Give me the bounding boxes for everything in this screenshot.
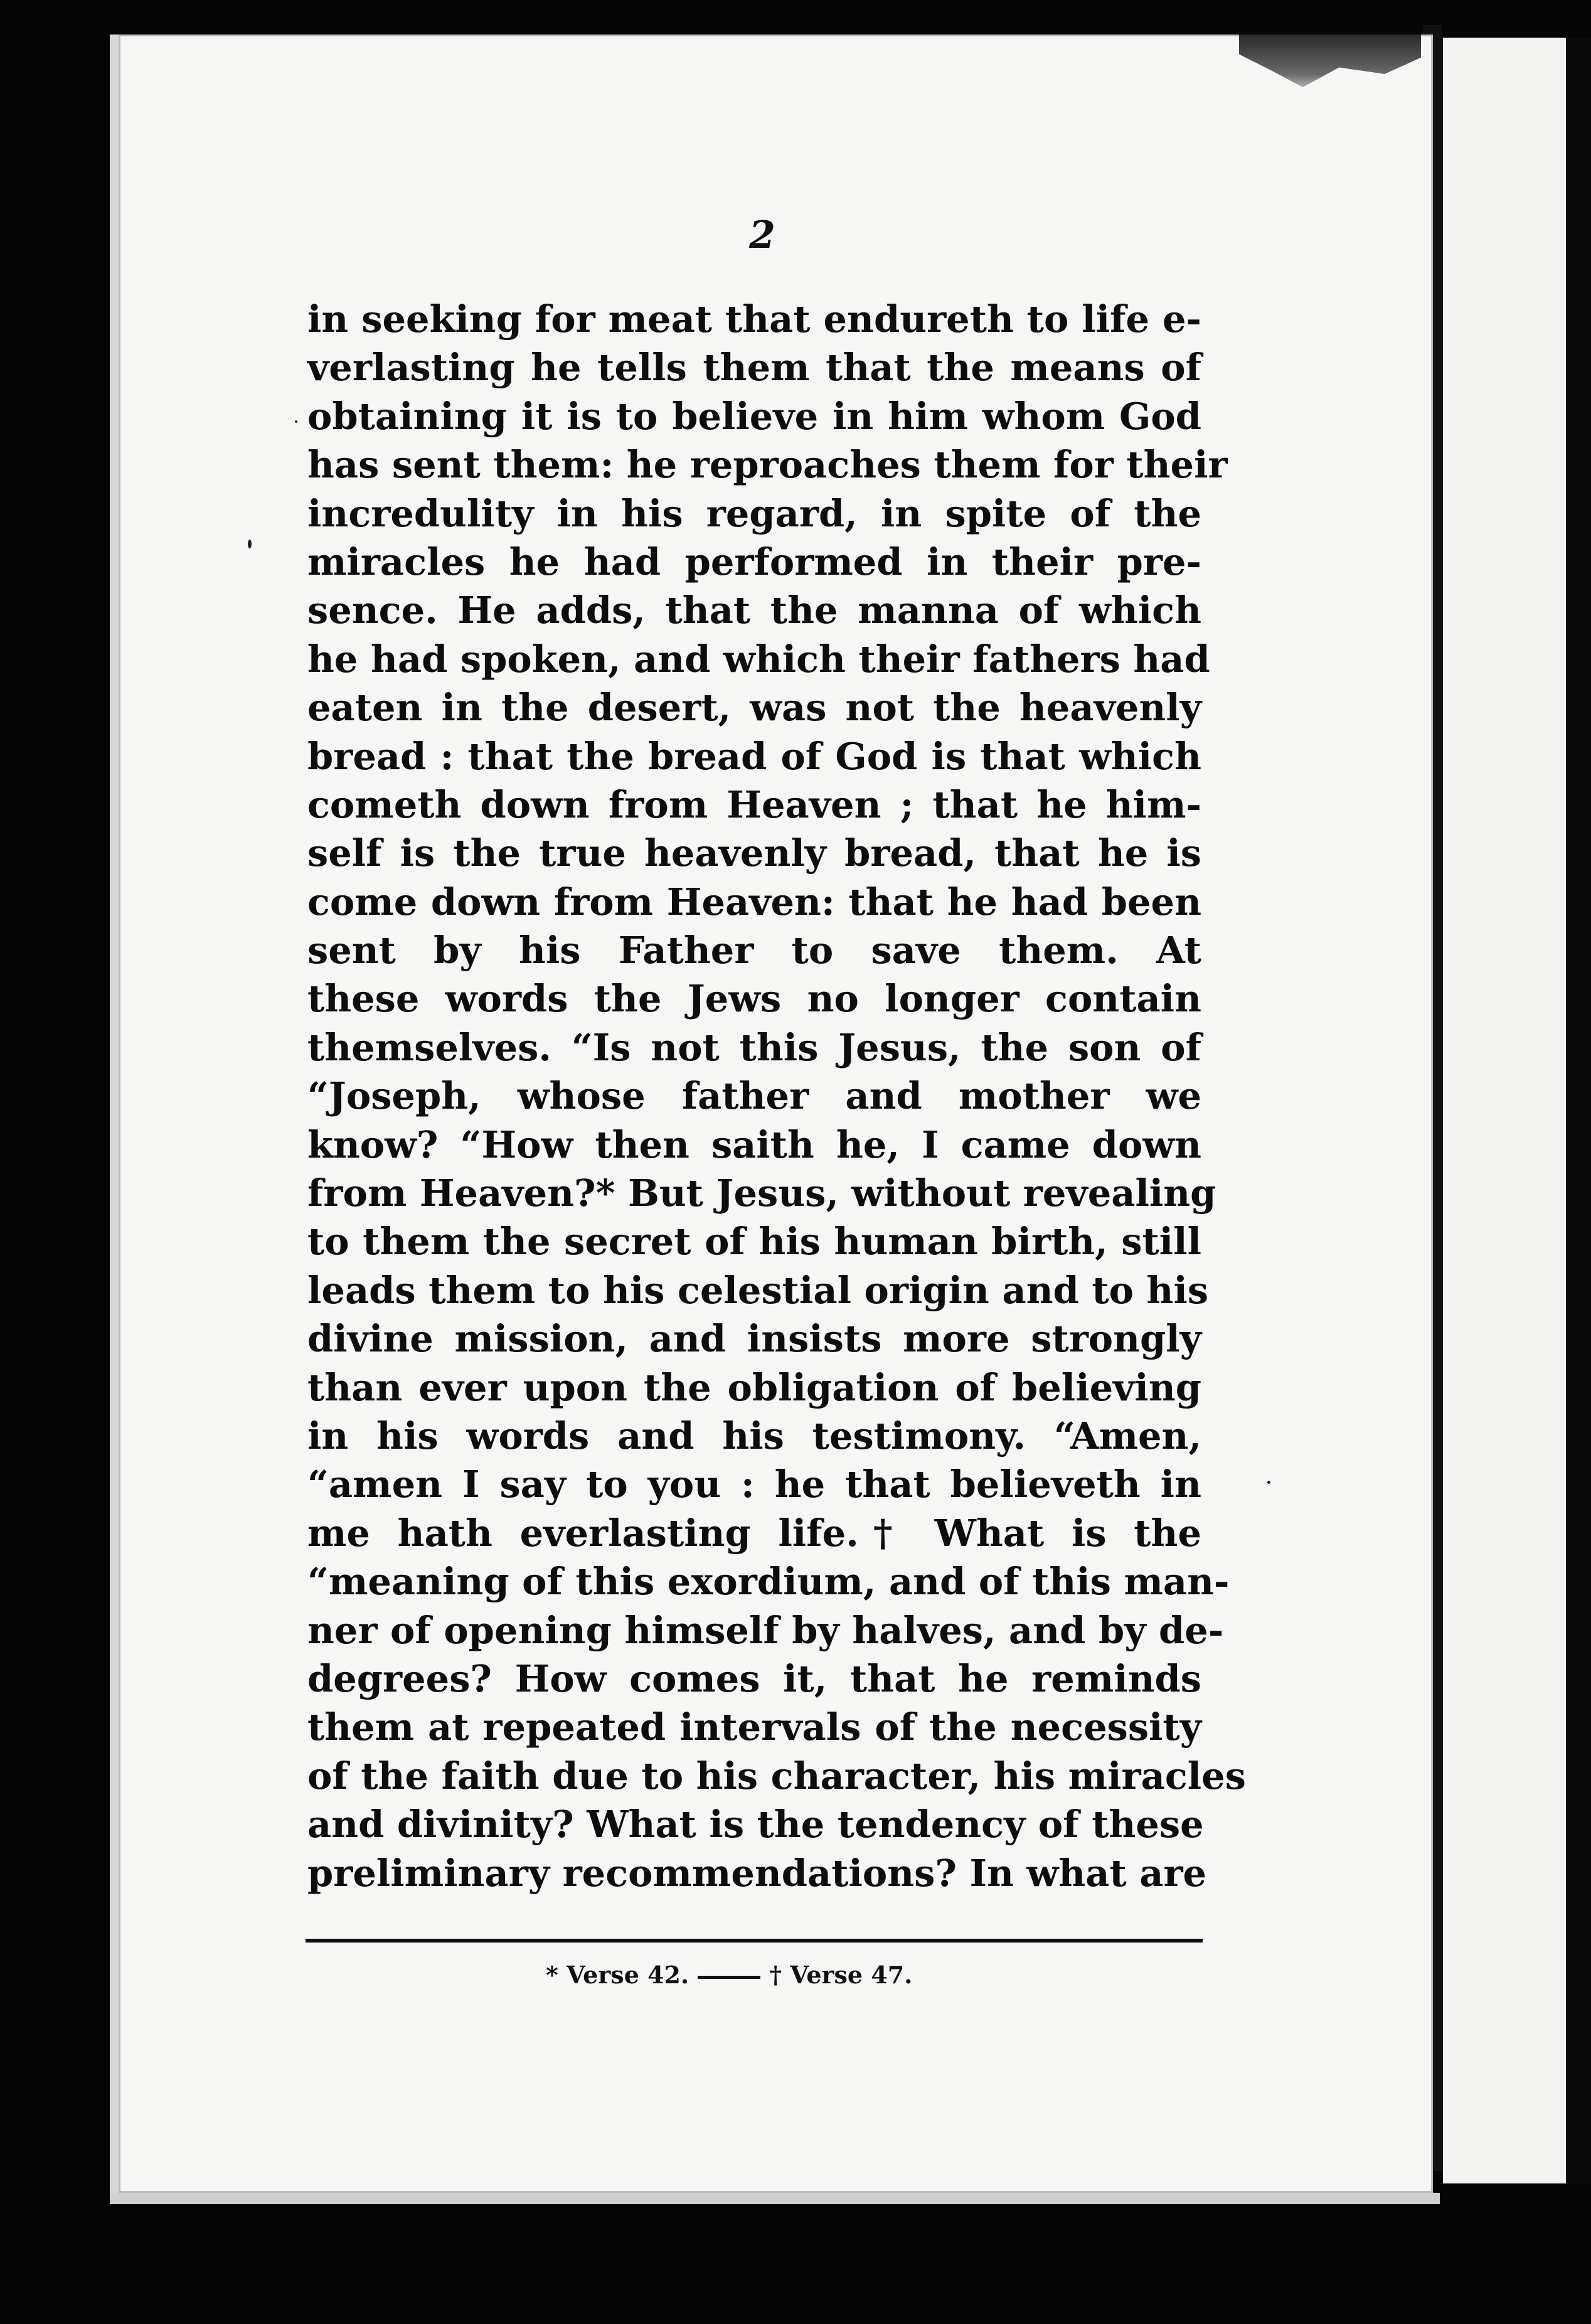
text-line: verlasting he tells them that the means of (307, 346, 1201, 390)
text-line: obtaining it is to believe in him whom God (307, 394, 1201, 438)
text-line: “meaning of this exordium, and of this man- (307, 1560, 1230, 1604)
text-line: ner of opening himself by halves, and by de- (307, 1608, 1224, 1652)
text-line: he had spoken, and which their fathers had (307, 637, 1210, 681)
film-border-right (1566, 38, 1591, 2183)
text-line: in his words and his testimony. “Amen, (307, 1414, 1201, 1458)
text-line: preliminary recommendations? In what are (307, 1851, 1207, 1895)
text-line: them at repeated intervals of the necessity (307, 1705, 1201, 1749)
text-line: themselves. “Is not this Jesus, the son of (307, 1025, 1201, 1069)
text-line: incredulity in his regard, in spite of the (307, 491, 1201, 535)
text-line: and divinity? What is the tendency of these (307, 1803, 1204, 1847)
text-line: miracles he had performed in their pre- (307, 540, 1201, 584)
scan-speck (248, 540, 252, 548)
body-text (307, 295, 1246, 1897)
text-line: come down from Heaven: that he had been (307, 880, 1201, 924)
footnote-verse-42: * Verse 42. (546, 1961, 689, 1989)
text-line: leads them to his celestial origin and to his (307, 1268, 1209, 1312)
text-line: has sent them: he reproaches them for their (307, 443, 1228, 487)
footnote-rule (306, 1939, 1203, 1943)
scan-speck (295, 420, 297, 423)
text-line: “Joseph, whose father and mother we (307, 1074, 1201, 1118)
text-line: than ever upon the obligation of believing (307, 1365, 1201, 1409)
text-line: eaten in the desert, was not the heavenly (307, 686, 1201, 730)
text-line: sent by his Father to save them. At (307, 929, 1201, 973)
page-bottom-edge (110, 2193, 1440, 2204)
footnotes (546, 1956, 912, 1994)
text-line: divine mission, and insists more strongly (307, 1317, 1201, 1361)
text-line: me hath everlasting life.† What is the (307, 1511, 1201, 1555)
footnote-dash (698, 1976, 760, 1979)
text-line: these words the Jews no longer contain (307, 977, 1201, 1021)
text-line: degrees? How comes it, that he reminds (307, 1656, 1201, 1700)
footnote-verse-47: † Verse 47. (769, 1961, 913, 1989)
text-line: bread : that the bread of God is that which (307, 734, 1201, 778)
text-line: from Heaven?* But Jesus, without revealing (307, 1171, 1216, 1215)
page-number: 2 (749, 213, 775, 257)
scan-speck (1267, 1481, 1270, 1484)
text-line: cometh down from Heaven ; that he him- (307, 782, 1201, 826)
text-line: “amen I say to you : he that believeth in (307, 1463, 1201, 1506)
text-line: of the faith due to his character, his miracles (307, 1754, 1246, 1798)
text-line: to them the secret of his human birth, still (307, 1220, 1201, 1264)
text-line: in seeking for meat that endureth to life e- (307, 297, 1201, 341)
text-line: sence. He adds, that the manna of which (307, 589, 1201, 632)
text-line: self is the true heavenly bread, that he is (307, 831, 1201, 875)
text-line: know? “How then saith he, I came down (307, 1122, 1201, 1166)
